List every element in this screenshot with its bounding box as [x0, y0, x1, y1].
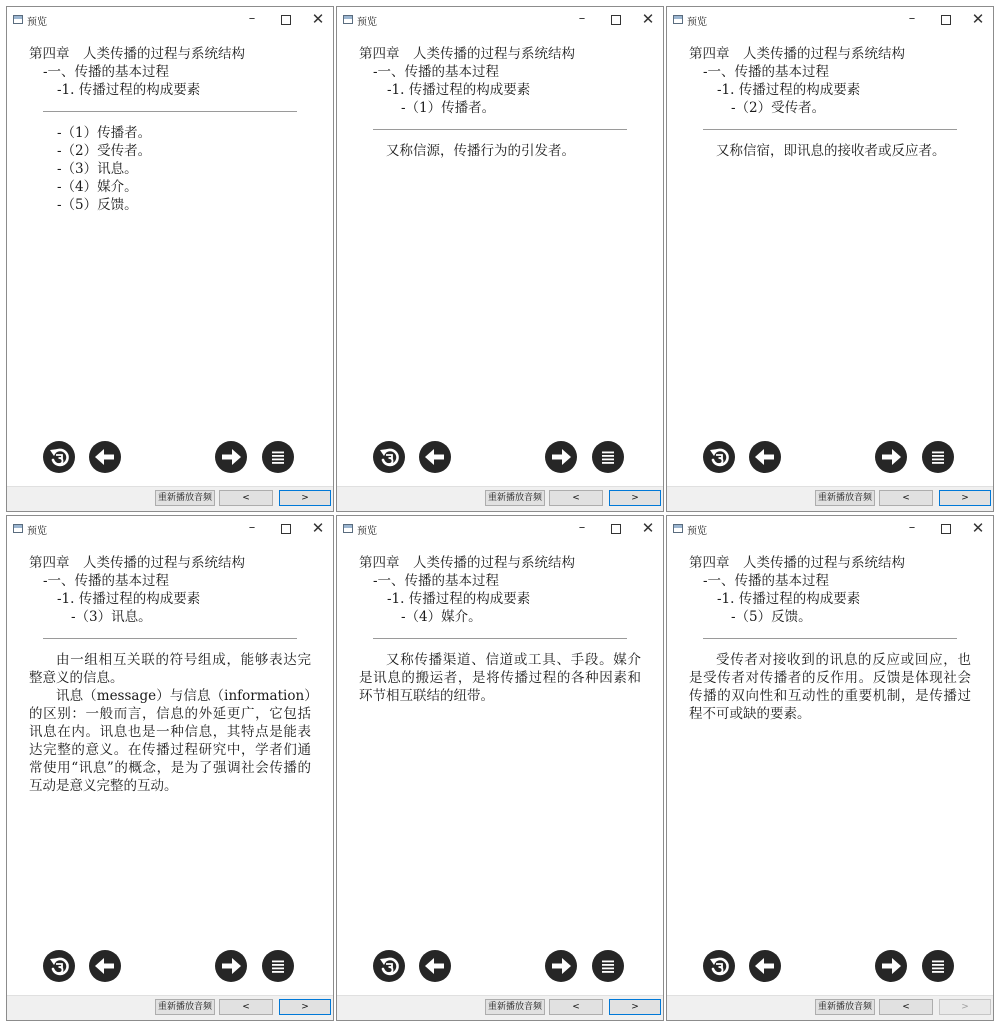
chapter-heading: 第四章 人类传播的过程与系统结构: [359, 555, 575, 571]
arrow-right-icon: [215, 950, 247, 982]
replay-audio-button[interactable]: 重新播放音频: [155, 999, 215, 1015]
replay-button[interactable]: [373, 950, 405, 982]
maximize-icon: [281, 15, 291, 25]
title-bar[interactable]: [7, 7, 333, 33]
body-text: [337, 142, 663, 160]
next-arrow-button[interactable]: [875, 441, 907, 473]
preview-window-2: [336, 6, 664, 512]
minimize-button[interactable]: –: [908, 520, 916, 535]
divider: [43, 638, 297, 639]
close-button[interactable]: ✕: [971, 10, 985, 28]
body-paragraph: 讯息（message）与信息（information）的区别：一般而言，信息的外延更广，它包括讯息在内。讯息也是一种信息，其特点是能表达完整的意义。在传播过程研究中，学者们通常使用“讯息”的概念，是为了强调社会传播的互动是意义完整的互动。: [29, 688, 311, 794]
replay-icon: [703, 950, 735, 982]
next-arrow-button[interactable]: [215, 950, 247, 982]
maximize-icon: [281, 524, 291, 534]
close-button[interactable]: ✕: [641, 519, 655, 537]
next-page-button[interactable]: >: [609, 490, 661, 506]
next-page-button: >: [939, 999, 991, 1015]
preview-window-1: [6, 6, 334, 512]
item-heading: -（5）反馈。: [731, 609, 812, 625]
previous-arrow-button[interactable]: [419, 441, 451, 473]
maximize-icon: [611, 15, 621, 25]
divider: [373, 638, 627, 639]
list-item: -（1）传播者。: [57, 125, 152, 141]
maximize-button[interactable]: [607, 11, 625, 27]
minimize-button[interactable]: –: [578, 520, 586, 535]
bottom-toolbar: [667, 486, 993, 511]
chapter-heading: 第四章 人类传播的过程与系统结构: [29, 555, 245, 571]
section-heading: -一、传播的基本过程: [43, 64, 170, 80]
window-title: 预览: [687, 17, 707, 28]
maximize-icon: [941, 15, 951, 25]
replay-icon: [43, 950, 75, 982]
prev-page-button[interactable]: <: [549, 490, 603, 506]
preview-window-3: [666, 6, 994, 512]
bottom-toolbar: [667, 995, 993, 1020]
content-area: [667, 45, 993, 160]
replay-button[interactable]: [43, 441, 75, 473]
next-arrow-button[interactable]: [545, 950, 577, 982]
prev-page-button[interactable]: <: [549, 999, 603, 1015]
item-list: [7, 124, 333, 214]
bottom-toolbar: [337, 486, 663, 511]
minimize-button[interactable]: –: [578, 11, 586, 26]
arrow-right-icon: [545, 950, 577, 982]
replay-icon: [43, 441, 75, 473]
menu-icon: [262, 950, 294, 982]
replay-button[interactable]: [43, 950, 75, 982]
section-heading: -一、传播的基本过程: [373, 573, 500, 589]
maximize-button[interactable]: [277, 11, 295, 27]
menu-icon: [922, 950, 954, 982]
close-button[interactable]: ✕: [311, 10, 325, 28]
menu-button[interactable]: [592, 441, 624, 473]
menu-button[interactable]: [922, 950, 954, 982]
arrow-left-icon: [419, 441, 451, 473]
window-title: 预览: [357, 526, 377, 537]
maximize-button[interactable]: [937, 520, 955, 536]
chapter-heading: 第四章 人类传播的过程与系统结构: [359, 46, 575, 62]
maximize-icon: [611, 524, 621, 534]
content-area: [7, 554, 333, 795]
body-text: [667, 651, 993, 723]
prev-page-button[interactable]: <: [219, 999, 273, 1015]
previous-arrow-button[interactable]: [419, 950, 451, 982]
section-heading: -一、传播的基本过程: [703, 573, 830, 589]
app-icon: [13, 524, 23, 533]
window-title: 预览: [687, 526, 707, 537]
preview-window-6: [666, 515, 994, 1021]
body-text: [337, 651, 663, 705]
arrow-right-icon: [545, 441, 577, 473]
close-button[interactable]: ✕: [641, 10, 655, 28]
body-paragraph: 又称传播渠道、信道或工具、手段。媒介是讯息的搬运者，是将传播过程的各种因素和环节相互联结的纽带。: [359, 652, 641, 704]
item-heading: -（1）传播者。: [401, 100, 496, 116]
replay-icon: [373, 950, 405, 982]
subsection-heading: -1. 传播过程的构成要素: [387, 82, 531, 98]
maximize-button[interactable]: [277, 520, 295, 536]
replay-audio-button[interactable]: 重新播放音频: [155, 490, 215, 506]
section-heading: -一、传播的基本过程: [703, 64, 830, 80]
subsection-heading: -1. 传播过程的构成要素: [57, 82, 201, 98]
body-paragraph: 又称信源，传播行为的引发者。: [386, 143, 575, 159]
arrow-left-icon: [89, 950, 121, 982]
list-item: -（4）媒介。: [57, 179, 138, 195]
prev-page-button[interactable]: <: [219, 490, 273, 506]
content-area: [337, 554, 663, 705]
item-heading: -（3）讯息。: [71, 609, 152, 625]
chapter-heading: 第四章 人类传播的过程与系统结构: [689, 46, 905, 62]
minimize-button[interactable]: –: [248, 11, 256, 26]
menu-icon: [592, 441, 624, 473]
title-bar[interactable]: [667, 516, 993, 542]
chapter-heading: 第四章 人类传播的过程与系统结构: [29, 46, 245, 62]
arrow-right-icon: [215, 441, 247, 473]
replay-audio-button[interactable]: 重新播放音频: [815, 999, 875, 1015]
replay-button[interactable]: [373, 441, 405, 473]
body-text: [7, 651, 333, 795]
prev-page-button[interactable]: <: [879, 999, 933, 1015]
divider: [43, 111, 297, 112]
list-item: -（5）反馈。: [57, 197, 138, 213]
arrow-right-icon: [875, 950, 907, 982]
previous-arrow-button[interactable]: [749, 441, 781, 473]
title-bar[interactable]: [337, 7, 663, 33]
replay-button[interactable]: [703, 950, 735, 982]
prev-page-button[interactable]: <: [879, 490, 933, 506]
divider: [703, 638, 957, 639]
arrow-left-icon: [419, 950, 451, 982]
arrow-left-icon: [89, 441, 121, 473]
subsection-heading: -1. 传播过程的构成要素: [387, 591, 531, 607]
menu-button[interactable]: [262, 950, 294, 982]
next-page-button[interactable]: >: [609, 999, 661, 1015]
replay-audio-button[interactable]: 重新播放音频: [485, 999, 545, 1015]
close-button[interactable]: ✕: [311, 519, 325, 537]
previous-arrow-button[interactable]: [89, 441, 121, 473]
content-area: [667, 554, 993, 723]
replay-icon: [703, 441, 735, 473]
next-page-button[interactable]: >: [939, 490, 991, 506]
app-icon: [673, 15, 683, 24]
replay-audio-button[interactable]: 重新播放音频: [815, 490, 875, 506]
previous-arrow-button[interactable]: [749, 950, 781, 982]
minimize-button[interactable]: –: [248, 520, 256, 535]
app-icon: [343, 15, 353, 24]
arrow-left-icon: [749, 441, 781, 473]
window-title: 预览: [27, 526, 47, 537]
content-area: [7, 45, 333, 214]
preview-window-5: [336, 515, 664, 1021]
subsection-heading: -1. 传播过程的构成要素: [717, 82, 861, 98]
window-title: 预览: [357, 17, 377, 28]
list-item: -（2）受传者。: [57, 143, 152, 159]
divider: [373, 129, 627, 130]
bottom-toolbar: [7, 995, 333, 1020]
preview-window-4: [6, 515, 334, 1021]
menu-button[interactable]: [922, 441, 954, 473]
app-icon: [13, 15, 23, 24]
list-item: -（3）讯息。: [57, 161, 138, 177]
maximize-button[interactable]: [607, 520, 625, 536]
next-arrow-button[interactable]: [545, 441, 577, 473]
content-area: [337, 45, 663, 160]
body-paragraph: 又称信宿，即讯息的接收者或反应者。: [716, 143, 946, 159]
section-heading: -一、传播的基本过程: [373, 64, 500, 80]
arrow-left-icon: [749, 950, 781, 982]
section-heading: -一、传播的基本过程: [43, 573, 170, 589]
maximize-button[interactable]: [937, 11, 955, 27]
title-bar[interactable]: [667, 7, 993, 33]
body-text: [667, 142, 993, 160]
subsection-heading: -1. 传播过程的构成要素: [57, 591, 201, 607]
bottom-toolbar: [337, 995, 663, 1020]
previous-arrow-button[interactable]: [89, 950, 121, 982]
body-paragraph: 受传者对接收到的讯息的反应或回应，也是受传者对传播者的反作用。反馈是体现社会传播的双向性和互动性的重要机制，是传播过程不可或缺的要素。: [689, 652, 971, 722]
bottom-toolbar: [7, 486, 333, 511]
replay-icon: [373, 441, 405, 473]
menu-icon: [922, 441, 954, 473]
subsection-heading: -1. 传播过程的构成要素: [717, 591, 861, 607]
chapter-heading: 第四章 人类传播的过程与系统结构: [689, 555, 905, 571]
app-icon: [673, 524, 683, 533]
title-bar[interactable]: [7, 516, 333, 542]
menu-button[interactable]: [592, 950, 624, 982]
divider: [703, 129, 957, 130]
close-button[interactable]: ✕: [971, 519, 985, 537]
menu-icon: [262, 441, 294, 473]
maximize-icon: [941, 524, 951, 534]
item-heading: -（4）媒介。: [401, 609, 482, 625]
next-page-button[interactable]: >: [279, 999, 331, 1015]
window-title: 预览: [27, 17, 47, 28]
minimize-button[interactable]: –: [908, 11, 916, 26]
next-arrow-button[interactable]: [875, 950, 907, 982]
title-bar[interactable]: [337, 516, 663, 542]
item-heading: -（2）受传者。: [731, 100, 826, 116]
replay-button[interactable]: [703, 441, 735, 473]
replay-audio-button[interactable]: 重新播放音频: [485, 490, 545, 506]
app-icon: [343, 524, 353, 533]
next-arrow-button[interactable]: [215, 441, 247, 473]
menu-button[interactable]: [262, 441, 294, 473]
arrow-right-icon: [875, 441, 907, 473]
body-paragraph: 由一组相互关联的符号组成，能够表达完整意义的信息。: [29, 652, 311, 686]
menu-icon: [592, 950, 624, 982]
next-page-button[interactable]: >: [279, 490, 331, 506]
